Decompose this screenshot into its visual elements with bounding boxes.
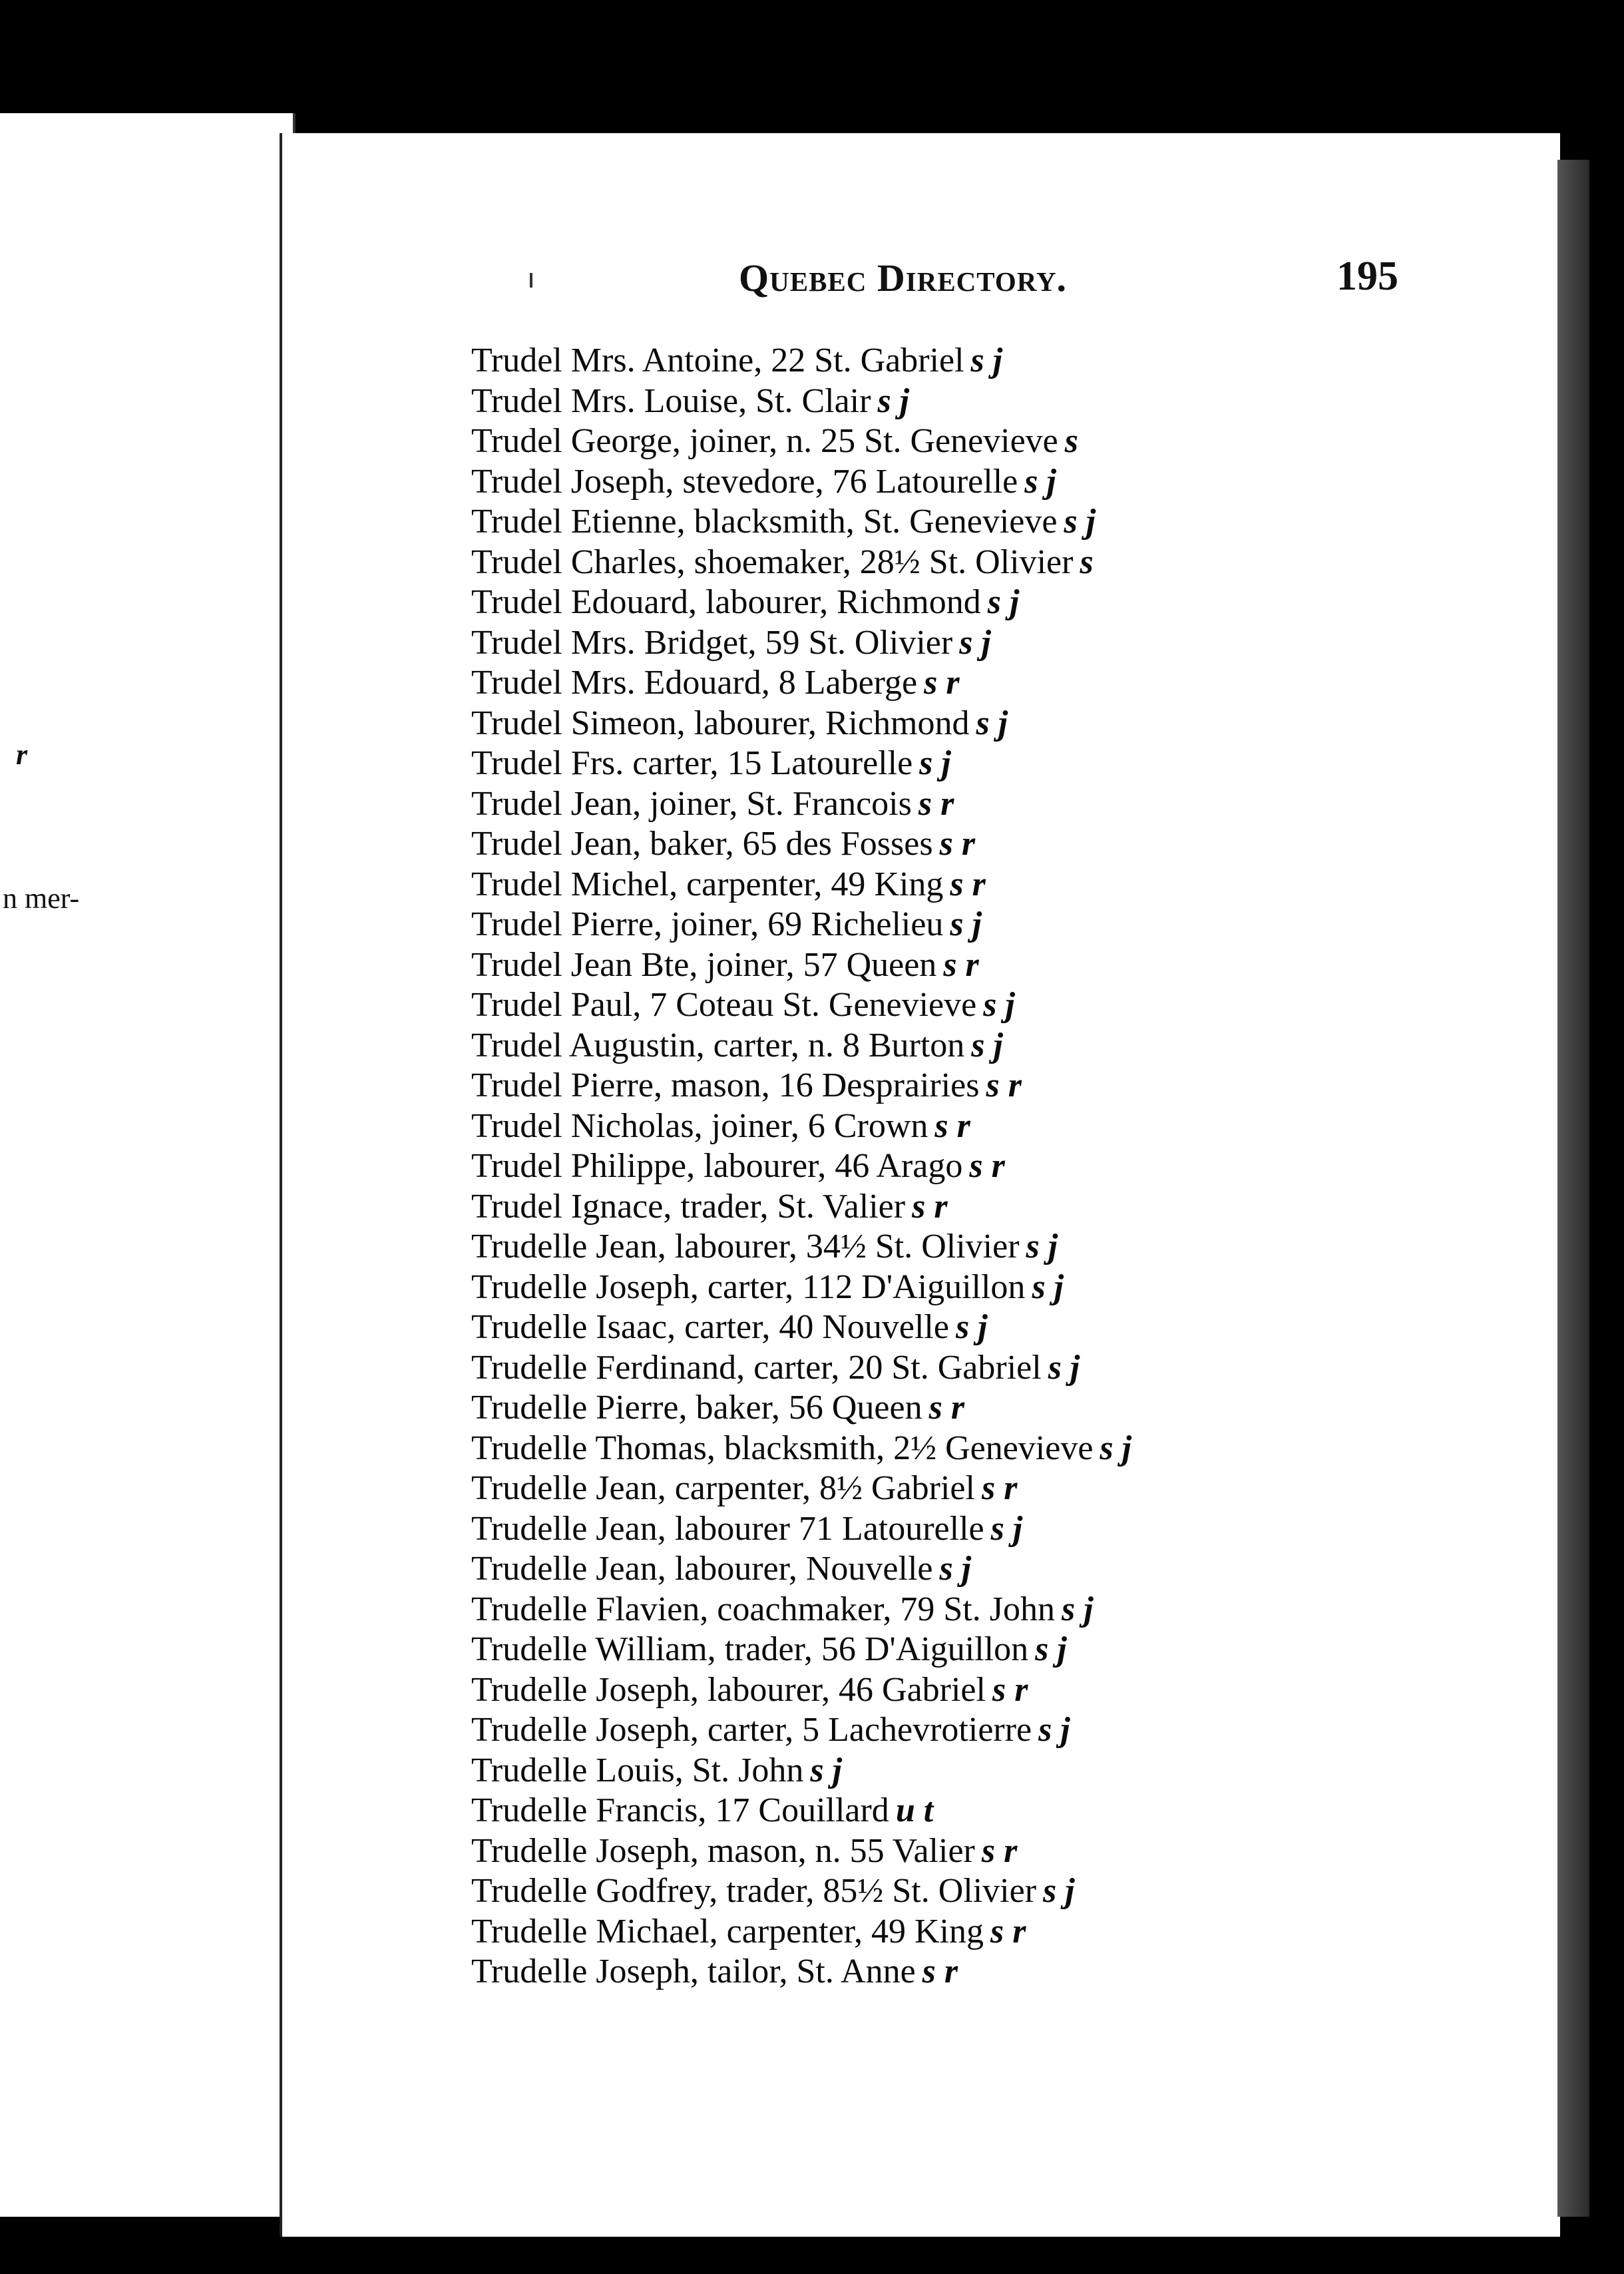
directory-entry bbox=[471, 543, 1336, 583]
entry-text: Trudelle Joseph, tailor, St. Anne bbox=[471, 1952, 916, 1990]
page-number: 195 bbox=[1336, 254, 1398, 299]
directory-entry bbox=[471, 784, 1336, 825]
ward-code: s r bbox=[986, 1066, 1022, 1104]
directory-entry bbox=[471, 1388, 1336, 1429]
entry-text: Trudelle Louis, St. John bbox=[471, 1751, 804, 1789]
ward-code: s j bbox=[976, 704, 1008, 742]
ward-code: s r bbox=[950, 865, 986, 903]
entry-text: Trudel Simeon, labourer, Richmond bbox=[471, 704, 970, 742]
entry-text: Trudel Michel, carpenter, 49 King bbox=[471, 865, 944, 903]
entry-text: Trudelle Francis, 17 Couillard bbox=[471, 1791, 889, 1829]
entry-text: Trudel Ignace, trader, St. Valier bbox=[471, 1187, 906, 1226]
ward-code: s j bbox=[1026, 1228, 1058, 1265]
ward-code: s j bbox=[950, 905, 982, 943]
directory-entry bbox=[471, 704, 1336, 744]
entry-text: Trudelle Flavien, coachmaker, 79 St. John bbox=[471, 1590, 1055, 1628]
ward-code: s bbox=[1064, 422, 1079, 460]
ward-code: s j bbox=[959, 623, 991, 662]
ward-code: s r bbox=[969, 1147, 1005, 1185]
ward-code: s r bbox=[990, 1912, 1026, 1950]
entry-text: Trudelle Isaac, carter, 40 Nouvelle bbox=[471, 1308, 949, 1346]
ward-code: s j bbox=[987, 583, 1020, 621]
ward-code: u t bbox=[895, 1791, 934, 1829]
entry-text: Trudel Joseph, stevedore, 76 Latourelle bbox=[471, 462, 1018, 501]
entry-text: Trudel Pierre, joiner, 69 Richelieu bbox=[471, 905, 944, 943]
entry-text: Trudel Edouard, labourer, Richmond bbox=[471, 583, 981, 621]
entry-text: Trudelle Ferdinand, carter, 20 St. Gabriel bbox=[471, 1348, 1042, 1387]
ward-code: s r bbox=[924, 664, 960, 702]
directory-entry bbox=[471, 1469, 1336, 1509]
directory-entry bbox=[471, 1590, 1336, 1630]
directory-entry bbox=[471, 1348, 1336, 1389]
directory-entry bbox=[471, 381, 1336, 422]
directory-entry bbox=[471, 905, 1336, 945]
running-head: Quebec Directory. bbox=[739, 256, 1068, 300]
directory-entry bbox=[471, 1026, 1336, 1066]
entry-text: Trudelle Michael, carpenter, 49 King bbox=[471, 1912, 984, 1950]
ward-code: s j bbox=[970, 341, 1003, 379]
ward-code: s r bbox=[939, 825, 976, 863]
ward-code: s r bbox=[934, 1106, 970, 1145]
entry-text: Trudel Etienne, blacksmith, St. Genevieve bbox=[471, 503, 1058, 541]
directory-entry bbox=[471, 462, 1336, 503]
entry-text: Trudel Nicholas, joiner, 6 Crown bbox=[471, 1106, 928, 1145]
directory-entry bbox=[471, 985, 1336, 1026]
directory-entry bbox=[471, 663, 1336, 704]
entry-text: Trudel Jean, baker, 65 des Fosses bbox=[471, 825, 933, 863]
ward-code: s r bbox=[912, 1187, 948, 1226]
ward-code: s r bbox=[918, 784, 954, 823]
directory-entry bbox=[471, 1871, 1336, 1912]
entry-text: Trudelle Jean, labourer, Nouvelle bbox=[471, 1550, 933, 1588]
entry-text: Trudel Mrs. Antoine, 22 St. Gabriel bbox=[471, 341, 964, 379]
entry-text: Trudel Mrs. Edouard, 8 Laberge bbox=[471, 664, 918, 702]
ward-code: s j bbox=[955, 1308, 988, 1346]
entry-text: Trudelle Joseph, carter, 5 Lachevrotierre bbox=[471, 1711, 1032, 1749]
directory-entry bbox=[471, 1307, 1336, 1348]
entry-text: Trudelle William, trader, 56 D'Aiguillon bbox=[471, 1630, 1029, 1668]
entry-text: Trudel Philippe, labourer, 46 Arago bbox=[471, 1147, 963, 1185]
directory-entry bbox=[471, 502, 1336, 543]
ward-code: s j bbox=[990, 1509, 1023, 1548]
ward-code: s j bbox=[1024, 462, 1056, 501]
entry-text: Trudel Augustin, carter, n. 8 Burton bbox=[471, 1026, 965, 1064]
ward-code: s r bbox=[928, 1389, 965, 1427]
entry-text: Trudelle Jean, carpenter, 8½ Gabriel bbox=[471, 1469, 975, 1507]
directory-entry bbox=[471, 421, 1336, 462]
directory-entry bbox=[471, 1912, 1336, 1952]
ward-code: s r bbox=[943, 945, 979, 984]
entry-text: Trudel Mrs. Louise, St. Clair bbox=[471, 381, 871, 420]
facing-page-fragment: r bbox=[16, 738, 28, 771]
ward-code: s j bbox=[1035, 1630, 1067, 1668]
directory-entry bbox=[471, 865, 1336, 905]
ward-code: s j bbox=[939, 1550, 972, 1588]
entry-text: Trudelle Thomas, blacksmith, 2½ Genevieve bbox=[471, 1429, 1094, 1467]
ward-code: s bbox=[1080, 543, 1094, 581]
ward-code: s j bbox=[877, 381, 910, 420]
ward-code: s j bbox=[1043, 1872, 1075, 1910]
directory-entry bbox=[471, 1106, 1336, 1147]
directory-entry bbox=[471, 1670, 1336, 1711]
ward-code: s j bbox=[983, 986, 1015, 1024]
entry-text: Trudel George, joiner, n. 25 St. Genevieve bbox=[471, 422, 1058, 460]
directory-entry bbox=[471, 1146, 1336, 1187]
facing-page bbox=[0, 113, 296, 2217]
ward-code: s r bbox=[981, 1469, 1018, 1507]
ward-code: s r bbox=[992, 1670, 1028, 1709]
directory-entry bbox=[471, 1549, 1336, 1590]
directory-entry bbox=[471, 1831, 1336, 1872]
ward-code: s j bbox=[919, 744, 951, 782]
directory-entry bbox=[471, 1267, 1336, 1308]
ward-code: s r bbox=[922, 1952, 958, 1990]
entry-text: Trudel Paul, 7 Coteau St. Genevieve bbox=[471, 986, 977, 1024]
ward-code: s r bbox=[981, 1831, 1018, 1870]
directory-entry bbox=[471, 582, 1336, 623]
ward-code: s j bbox=[1064, 503, 1096, 541]
entry-text: Trudel Charles, shoemaker, 28½ St. Olivier bbox=[471, 543, 1074, 581]
entry-text: Trudel Pierre, mason, 16 Desprairies bbox=[471, 1066, 980, 1104]
directory-entry bbox=[471, 1630, 1336, 1670]
ward-code: s j bbox=[1048, 1348, 1080, 1387]
page-edge-shadow bbox=[1557, 160, 1589, 2217]
directory-entry bbox=[471, 1710, 1336, 1751]
ward-code: s j bbox=[1032, 1267, 1064, 1306]
entry-text: Trudelle Joseph, labourer, 46 Gabriel bbox=[471, 1670, 986, 1709]
directory-entry bbox=[471, 1187, 1336, 1228]
entry-text: Trudel Frs. carter, 15 Latourelle bbox=[471, 744, 913, 782]
directory-entry bbox=[471, 1791, 1336, 1831]
entry-text: Trudelle Jean, labourer, 34½ St. Olivier bbox=[471, 1228, 1020, 1265]
directory-entry bbox=[471, 623, 1336, 664]
entry-text: Trudel Jean, joiner, St. Francois bbox=[471, 784, 912, 823]
entry-text: Trudelle Joseph, mason, n. 55 Valier bbox=[471, 1831, 975, 1870]
ward-code: s j bbox=[810, 1751, 843, 1789]
directory-entry bbox=[471, 1227, 1336, 1267]
directory-entries bbox=[471, 341, 1336, 1992]
entry-text: Trudelle Jean, labourer 71 Latourelle bbox=[471, 1509, 984, 1548]
entry-text: Trudelle Pierre, baker, 56 Queen bbox=[471, 1389, 922, 1427]
ward-code: s j bbox=[1038, 1711, 1070, 1749]
entry-text: Trudel Jean Bte, joiner, 57 Queen bbox=[471, 945, 937, 984]
ward-code: s j bbox=[1100, 1429, 1132, 1467]
directory-entry bbox=[471, 824, 1336, 865]
entry-text: Trudelle Godfrey, trader, 85½ St. Olivier bbox=[471, 1872, 1037, 1910]
ward-code: s j bbox=[1061, 1590, 1094, 1628]
print-mark bbox=[530, 273, 532, 288]
directory-entry bbox=[471, 341, 1336, 381]
directory-entry bbox=[471, 1429, 1336, 1469]
facing-page-fragment: n mer- bbox=[3, 882, 80, 915]
directory-entry bbox=[471, 1952, 1336, 1992]
directory-entry bbox=[471, 1066, 1336, 1106]
entry-text: Trudelle Joseph, carter, 112 D'Aiguillon bbox=[471, 1267, 1026, 1306]
directory-entry bbox=[471, 945, 1336, 986]
directory-entry bbox=[471, 1509, 1336, 1550]
entry-text: Trudel Mrs. Bridget, 59 St. Olivier bbox=[471, 623, 953, 662]
ward-code: s j bbox=[971, 1026, 1003, 1064]
directory-entry bbox=[471, 1751, 1336, 1791]
directory-entry bbox=[471, 744, 1336, 784]
